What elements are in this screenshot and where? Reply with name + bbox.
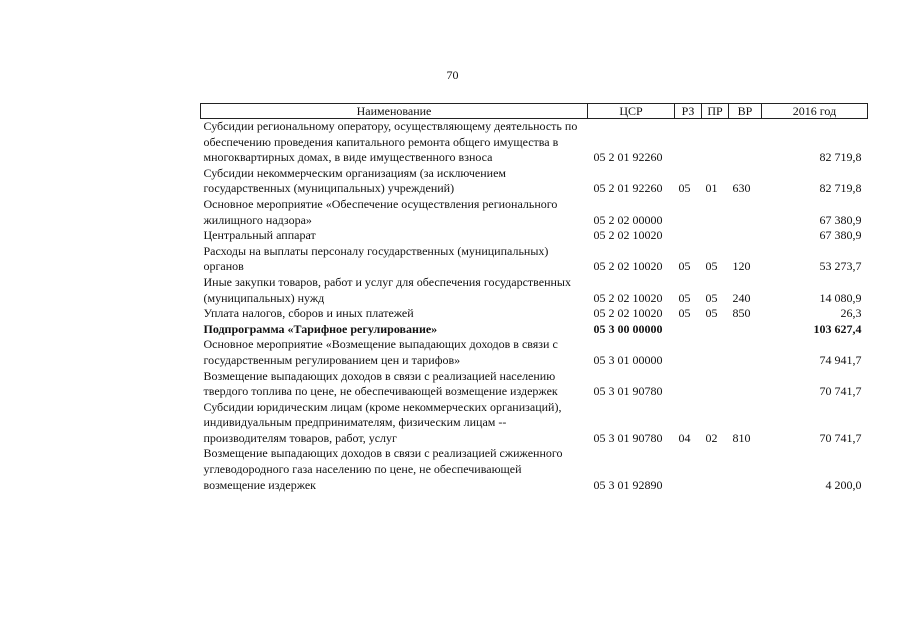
cell-rz: 05 (678, 290, 691, 305)
cell-csr: 05 3 00 00000 (593, 321, 663, 336)
table-row (201, 228, 868, 244)
cell-vr (729, 446, 762, 493)
cell-sum: 26,3 (840, 306, 862, 321)
header-csr: ЦСР (588, 104, 675, 119)
cell-pr (702, 119, 729, 166)
cell-csr: 05 3 01 00000 (593, 352, 663, 367)
cell-sum: 70 741,7 (819, 384, 862, 399)
header-sum: 2016 год (762, 104, 868, 119)
table-row (201, 400, 868, 447)
cell-name: Иные закупки товаров, работ и услуг для обеспечения государственных (муниципальных) нужд (203, 274, 571, 305)
cell-csr: 05 2 02 10020 (593, 290, 663, 305)
cell-pr (702, 337, 729, 368)
cell-vr (729, 119, 762, 166)
cell-rz: 05 (678, 181, 691, 196)
table-row (201, 197, 868, 228)
cell-pr: 05 (705, 306, 718, 321)
table-header (201, 104, 868, 119)
cell-vr: 810 (732, 430, 751, 445)
cell-csr: 05 3 01 92890 (593, 477, 663, 492)
cell-name: Возмещение выпадающих доходов в связи с реализацией сжиженного углеводородного газа населению по цене, не обеспечивающей возмещение издержек (203, 446, 563, 492)
cell-rz (675, 322, 702, 338)
cell-pr (702, 446, 729, 493)
page-number: 70 (446, 68, 459, 82)
header-vr: ВР (729, 104, 762, 119)
cell-sum: 74 941,7 (819, 352, 862, 367)
cell-rz: 05 (678, 306, 691, 321)
cell-vr (729, 337, 762, 368)
cell-csr: 05 2 02 10020 (593, 306, 663, 321)
cell-csr: 05 2 02 10020 (593, 228, 663, 243)
cell-name: Подпрограмма «Тарифное регулирование» (203, 321, 438, 336)
cell-sum: 4 200,0 (825, 477, 862, 492)
table-row (201, 244, 868, 275)
cell-vr: 630 (732, 181, 751, 196)
table-row (201, 275, 868, 306)
cell-name: Расходы на выплаты персоналу государственных (муниципальных) органов (203, 243, 549, 274)
cell-sum: 82 719,8 (819, 150, 862, 165)
table-row (201, 446, 868, 493)
table-row (201, 119, 868, 166)
cell-sum: 82 719,8 (819, 181, 862, 196)
cell-vr: 120 (732, 259, 751, 274)
cell-vr: 850 (732, 306, 751, 321)
cell-pr: 01 (705, 181, 718, 196)
cell-pr: 05 (705, 259, 718, 274)
cell-name: Центральный аппарат (203, 228, 316, 243)
cell-vr: 240 (732, 290, 751, 305)
cell-name: Основное мероприятие «Обеспечение осуществления регионального жилищного надзора» (203, 196, 558, 227)
cell-csr: 05 3 01 90780 (593, 430, 663, 445)
table-row (201, 166, 868, 197)
table-body (201, 119, 868, 494)
table-row (201, 322, 868, 338)
cell-name: Субсидии региональному оператору, осуществляющему деятельность по обеспечению проведения капитального ремонта общего имущества в многоквартирных домах, в виде имущественного взноса (203, 119, 578, 165)
cell-pr: 02 (705, 430, 718, 445)
cell-pr (702, 228, 729, 244)
cell-rz (675, 228, 702, 244)
cell-vr (729, 322, 762, 338)
cell-csr: 05 3 01 90780 (593, 384, 663, 399)
cell-sum: 53 273,7 (819, 259, 862, 274)
cell-pr: 05 (705, 290, 718, 305)
cell-sum: 70 741,7 (819, 430, 862, 445)
cell-name: Субсидии юридическим лицам (кроме некоммерческих организаций), индивидуальным предпринимателям, физическим лицам -- производителям товаров, работ, услуг (203, 399, 562, 445)
cell-csr: 05 2 01 92260 (593, 150, 663, 165)
cell-rz: 05 (678, 259, 691, 274)
cell-csr: 05 2 01 92260 (593, 181, 663, 196)
cell-rz (675, 446, 702, 493)
cell-csr: 05 2 02 10020 (593, 259, 663, 274)
table-row (201, 306, 868, 322)
cell-pr (702, 369, 729, 400)
cell-csr: 05 2 02 00000 (593, 212, 663, 227)
header-pr: ПР (702, 104, 729, 119)
budget-table (200, 103, 868, 493)
header-rz: РЗ (675, 104, 702, 119)
cell-rz (675, 197, 702, 228)
header-name: Наименование (201, 104, 588, 119)
cell-pr (702, 322, 729, 338)
cell-rz (675, 119, 702, 166)
cell-name: Возмещение выпадающих доходов в связи с реализацией населению твердого топлива по цене, не обеспечивающей возмещение издержек (203, 368, 558, 399)
cell-rz (675, 337, 702, 368)
cell-vr (729, 197, 762, 228)
cell-rz (675, 369, 702, 400)
cell-name: Уплата налогов, сборов и иных платежей (203, 306, 414, 321)
cell-name: Субсидии некоммерческим организациям (за исключением государственных (муниципальных) учреждений) (203, 165, 507, 196)
cell-sum: 67 380,9 (819, 212, 862, 227)
cell-vr (729, 228, 762, 244)
cell-sum: 14 080,9 (819, 290, 862, 305)
cell-vr (729, 369, 762, 400)
cell-sum: 103 627,4 (813, 321, 862, 336)
cell-sum: 67 380,9 (819, 228, 862, 243)
cell-rz: 04 (678, 430, 691, 445)
table-row (201, 369, 868, 400)
cell-name: Основное мероприятие «Возмещение выпадающих доходов в связи с государственным регулированием цен и тарифов» (203, 337, 558, 367)
cell-pr (702, 197, 729, 228)
table-row (201, 337, 868, 368)
